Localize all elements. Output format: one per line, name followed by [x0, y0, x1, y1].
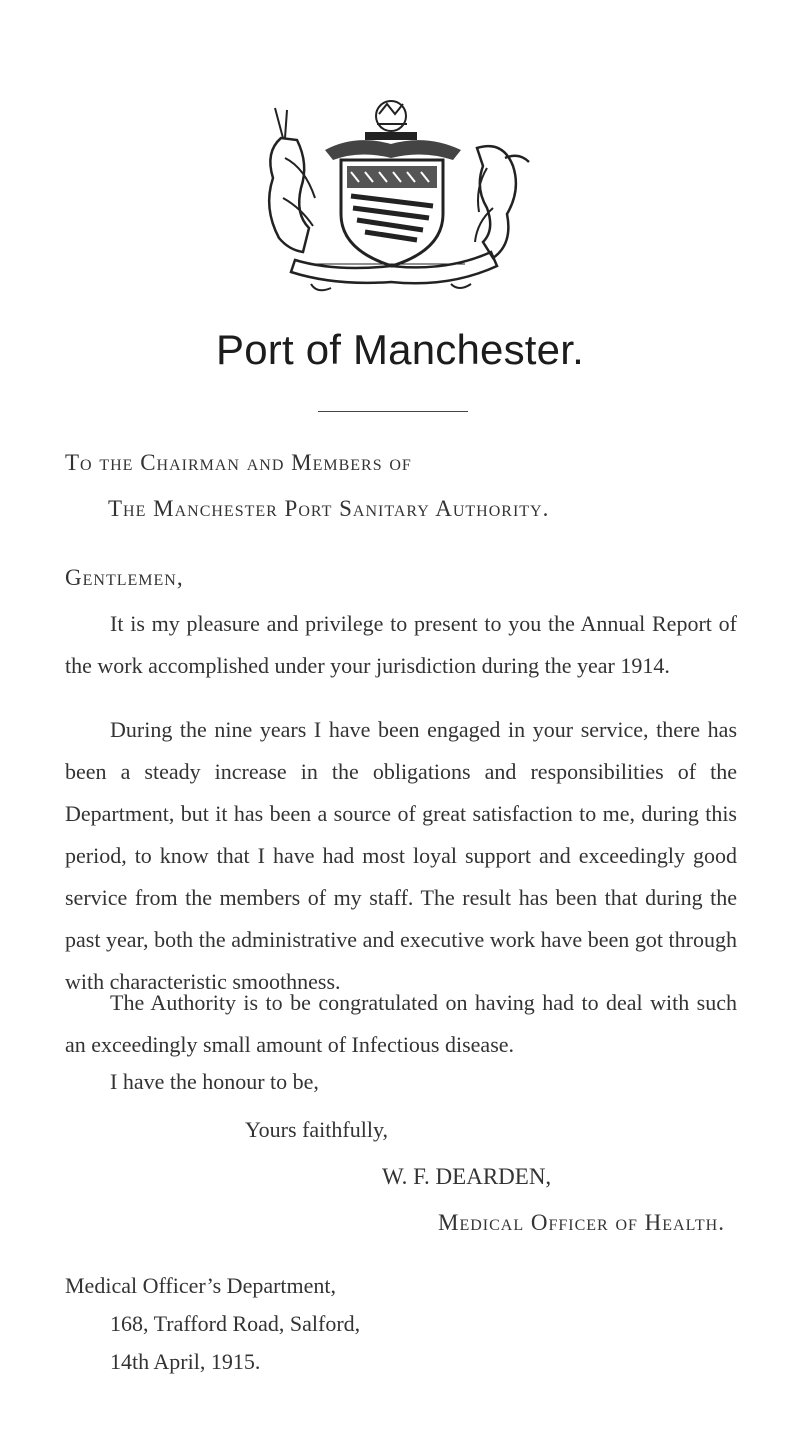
paragraph-3: The Authority is to be congratulated on having had to deal with such an exceedingly small amount of Infectious disease.: [65, 990, 737, 1057]
sender-department: Medical Officer’s Department,: [65, 1273, 337, 1298]
page-title: Port of Manchester.: [216, 326, 584, 373]
letter-date: 14th April, 1915.: [110, 1349, 261, 1374]
address-line-1: To the Chairman and Members of: [65, 450, 412, 475]
paragraph-2: During the nine years I have been engaged in your service, there has been a steady increase in the obligations and responsibilities of the Department, but it has been a source of great satisfaction to me, during this period, to know that I have had most loyal support and exceedingly good service from the members of my staff. The result has been that during the past year, both the administrative and executive work have been got through with characteristic smoothness.: [65, 717, 737, 994]
closing-honour: I have the honour to be,: [110, 1069, 319, 1094]
divider: [318, 411, 468, 412]
signatory-name: W. F. DEARDEN,: [382, 1164, 552, 1189]
salutation: Gentlemen,: [65, 565, 184, 590]
paragraph-1: It is my pleasure and privilege to present to you the Annual Report of the work accomplished under your jurisdiction during the year 1914.: [65, 611, 737, 678]
address-line-2: The Manchester Port Sanitary Authority.: [108, 496, 550, 521]
coat-of-arms-icon: [255, 88, 535, 303]
closing-yours: Yours faithfully,: [245, 1117, 389, 1142]
signatory-role: Medical Officer of Health.: [438, 1210, 725, 1235]
sender-street: 168, Trafford Road, Salford,: [110, 1311, 361, 1336]
